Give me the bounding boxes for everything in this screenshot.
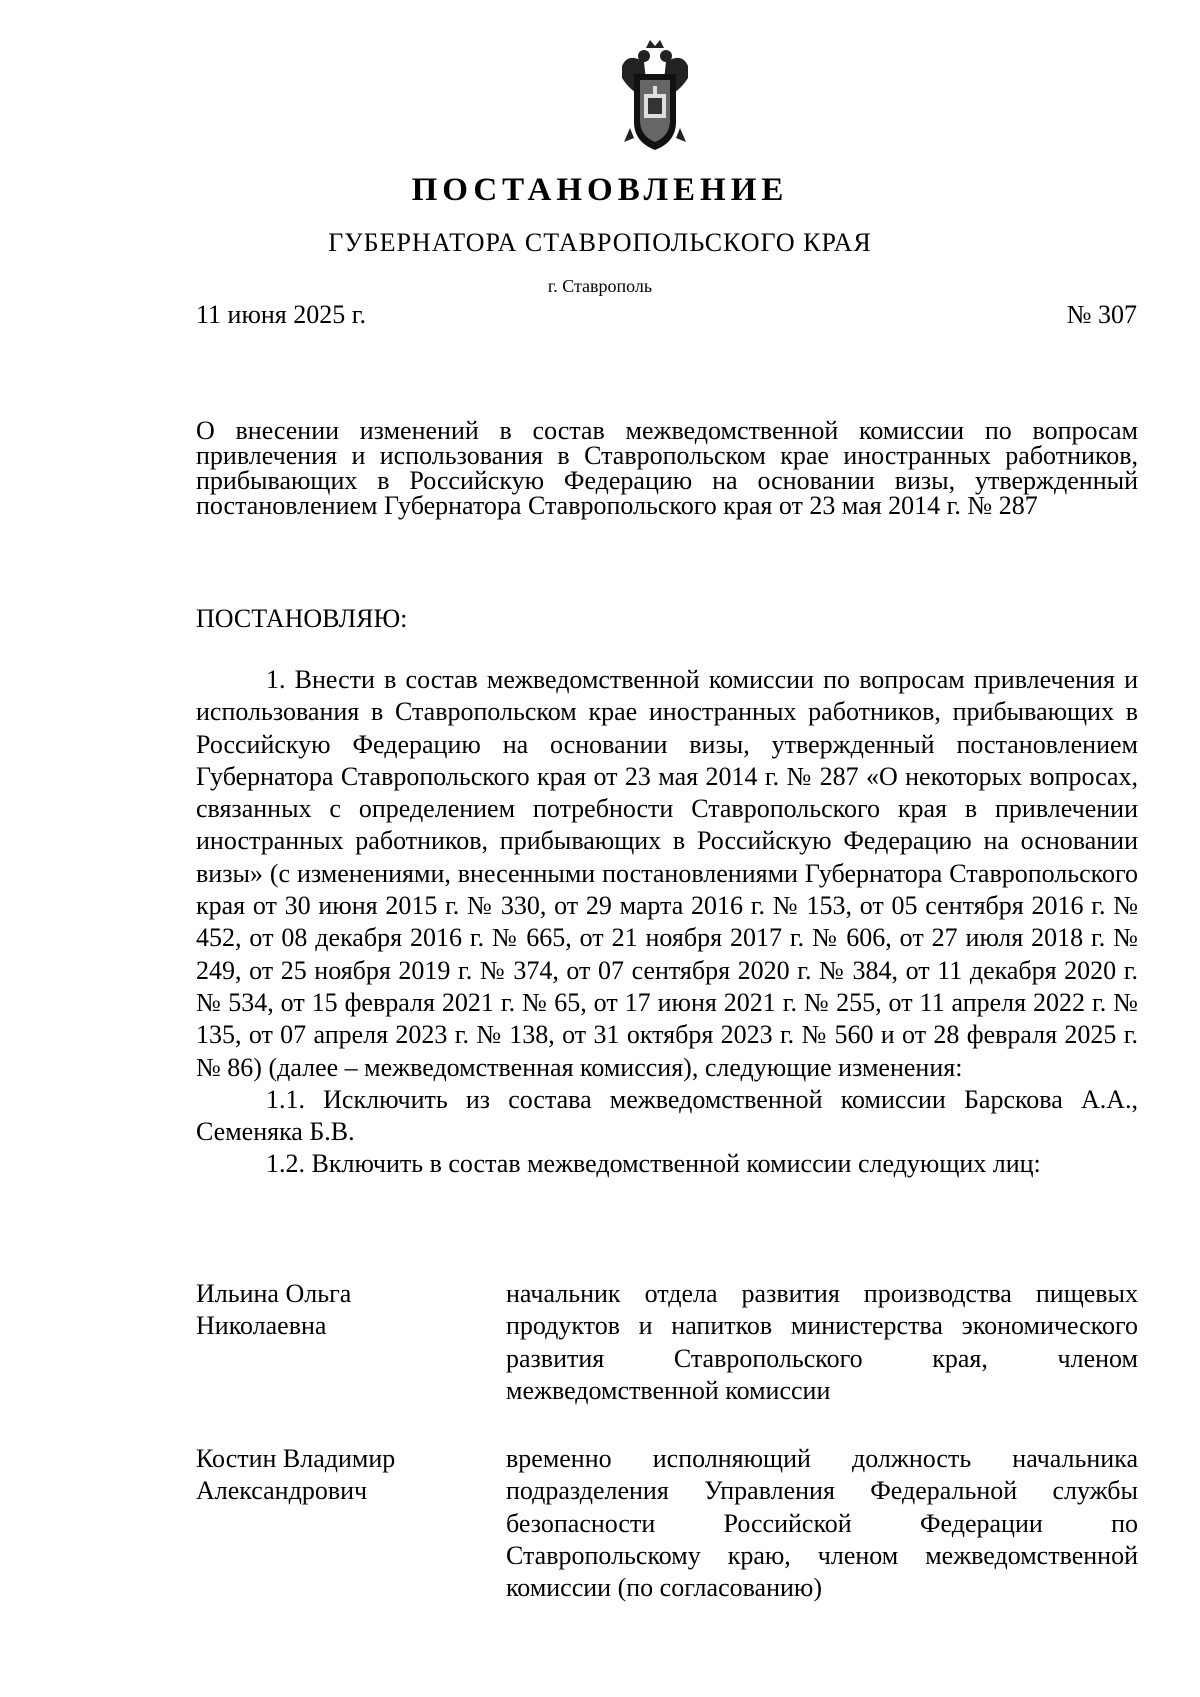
member-role: начальник отдела развития производства пищевых продуктов и напитков министерства экономического развития Ставропольского края, членом межведомственной комиссии [506, 1279, 1138, 1405]
member-name-line1: Ильина Ольга [196, 1279, 352, 1308]
document-subject: О внесении изменений в состав межведомственной комиссии по вопросам привлечения и использования в Ставропольском крае иностранных работников, прибывающих в Российскую Федерацию на основании визы, утвержденный постановлением Губернатора Ставропольского края от 23 мая 2014 г. № 287 [196, 416, 1138, 520]
member-name [196, 1278, 506, 1407]
decree-word: ПОСТАНОВЛЯЮ: [196, 604, 408, 633]
document-type-title: ПОСТАНОВЛЕНИЕ [411, 172, 789, 208]
member-name-line2: Николаевна [196, 1311, 327, 1341]
member-entry [196, 1443, 1138, 1604]
member-entry [196, 1278, 1138, 1407]
coat-of-arms-emblem [618, 38, 692, 156]
document-date: 11 июня 2025 г. [196, 300, 366, 329]
paragraph-1-2: 1.2. Включить в состав межведомственной комиссии следующих лиц: [266, 1149, 1041, 1179]
city-name: г. Ставрополь [547, 276, 653, 296]
issuer-title: ГУБЕРНАТОРА СТАВРОПОЛЬСКОГО КРАЯ [328, 228, 872, 257]
member-name [196, 1443, 506, 1604]
member-name-line2: Александрович [196, 1476, 368, 1506]
member-role: временно исполняющий должность начальника подразделения Управления Федеральной службы безопасности Российской Федерации по Ставропольскому краю, членом межведомственной комиссии (по согласованию) [506, 1444, 1138, 1603]
document-body [196, 664, 1138, 1181]
document-number: № 307 [1066, 300, 1137, 329]
paragraph-1: 1. Внести в состав межведомственной комиссии по вопросам привлечения и использования в Ставропольском крае иностранных работников, прибывающих в Российскую Федерацию на основании визы, утвержденный постановлением Губернатора Ставропольского края от 23 мая 2014 г. № 287 «О некоторых вопросах, связанных с определением потребности Ставропольского края в привлечении иностранных работников, прибывающих в Российскую Федерацию на основании визы» (с изменениями, внесенными постановлениями Губернатора Ставропольского края от 30 июня 2015 г. № 330, от 29 марта 2016 г. № 153, от 05 сентября 2016 г. № 452, от 08 декабря 2016 г. № 665, от 21 ноября 2017 г. № 606, от 27 июля 2018 г. № 249, от 25 ноября 2019 г. № 374, от 07 сентября 2020 г. № 384, от 11 декабря 2020 г. № 534, от 15 февраля 2021 г. № 65, от 17 июня 2021 г. № 255, от 11 апреля 2022 г. № 135, от 07 апреля 2023 г. № 138, от 31 октября 2023 г. № 560 и от 28 февраля 2025 г. № 86) (далее – межведомственная комиссия), следующие изменения: [196, 665, 1138, 1082]
member-name-line1: Костин Владимир [196, 1444, 396, 1474]
paragraph-1-1: 1.1. Исключить из состава межведомственной комиссии Барскова А.А., Семеняка Б.В. [196, 1084, 1138, 1147]
members-list [196, 1278, 1138, 1641]
